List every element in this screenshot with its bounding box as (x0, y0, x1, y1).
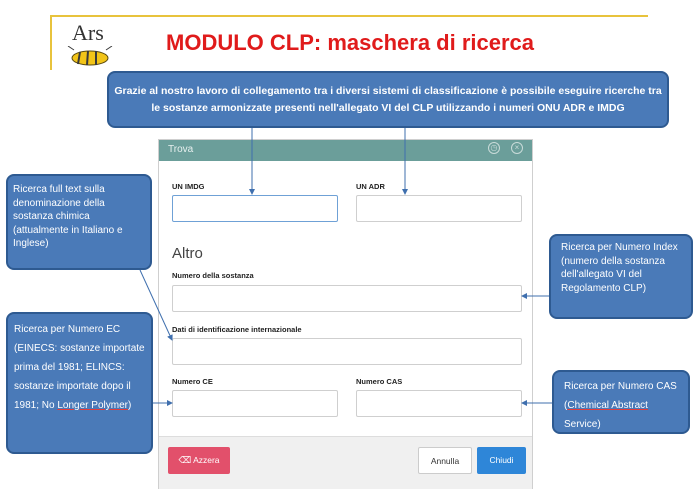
numero-ce-input[interactable] (172, 390, 338, 417)
un-adr-label: UN ADR (356, 182, 385, 191)
un-imdg-input[interactable] (172, 195, 338, 222)
numero-sostanza-label: Numero della sostanza (172, 271, 254, 280)
search-dialog (158, 139, 533, 489)
history-icon[interactable]: ◷ (488, 142, 500, 154)
dati-identificazione-label: Dati di identificazione internazionale (172, 325, 302, 334)
header-side-rule (50, 15, 52, 70)
callout-top: Grazie al nostro lavoro di collegamento tra i diversi sistemi di classificazione è possibile eseguire ricerche tra le sostanze armonizzate presenti nell'allegato VI del CLP utilizzando i numeri ONU ADR e IMDG (107, 71, 669, 128)
slide-title: MODULO CLP: maschera di ricerca (166, 30, 535, 55)
eraser-icon: ⌫ (178, 455, 192, 465)
callout-ec-suffix: ) (127, 400, 132, 411)
annulla-button[interactable]: Annulla (418, 447, 472, 474)
callout-fulltext: Ricerca full text sulla denominazione della sostanza chimica (attualmente in Italiano e Inglese) (6, 174, 152, 270)
azzera-button[interactable] (168, 447, 230, 474)
dialog-title: Trova (168, 144, 194, 155)
close-icon[interactable]: × (511, 142, 523, 154)
dialog-header (159, 140, 532, 161)
callout-cas-suffix: Service) (564, 419, 601, 430)
numero-ce-label: Numero CE (172, 377, 213, 386)
callout-index: Ricerca per Numero Index (numero della sostanza dell'allegato VI del Regolamento CLP) (549, 234, 693, 319)
header-rule (50, 15, 648, 17)
numero-cas-input[interactable] (356, 390, 522, 417)
callout-ec-text: Ricerca per Numero EC (EINECS: sostanze importate prima del 1981; ELINCS: sostanze importate dopo il 1981; No (14, 324, 145, 411)
section-title-altro: Altro (172, 245, 203, 262)
un-adr-input[interactable] (356, 195, 522, 222)
chiudi-button[interactable]: Chiudi (477, 447, 526, 474)
logo-text: Ars (72, 20, 104, 45)
callout-ec-underlined: Longer Polymer (57, 400, 128, 411)
dialog-footer (159, 436, 532, 489)
numero-cas-label: Numero CAS (356, 377, 403, 386)
azzera-label: Azzera (193, 455, 220, 465)
ars-logo (62, 20, 118, 70)
callout-cas-underlined: Chemical Abstract (567, 400, 648, 411)
un-imdg-label: UN IMDG (172, 182, 205, 191)
dati-identificazione-input[interactable] (172, 338, 522, 365)
callout-ec (6, 312, 153, 454)
bee-logo-icon (66, 46, 114, 68)
callout-cas-text: Ricerca per Numero CAS ( (564, 381, 677, 411)
numero-sostanza-input[interactable] (172, 285, 522, 312)
callout-cas (552, 370, 690, 434)
